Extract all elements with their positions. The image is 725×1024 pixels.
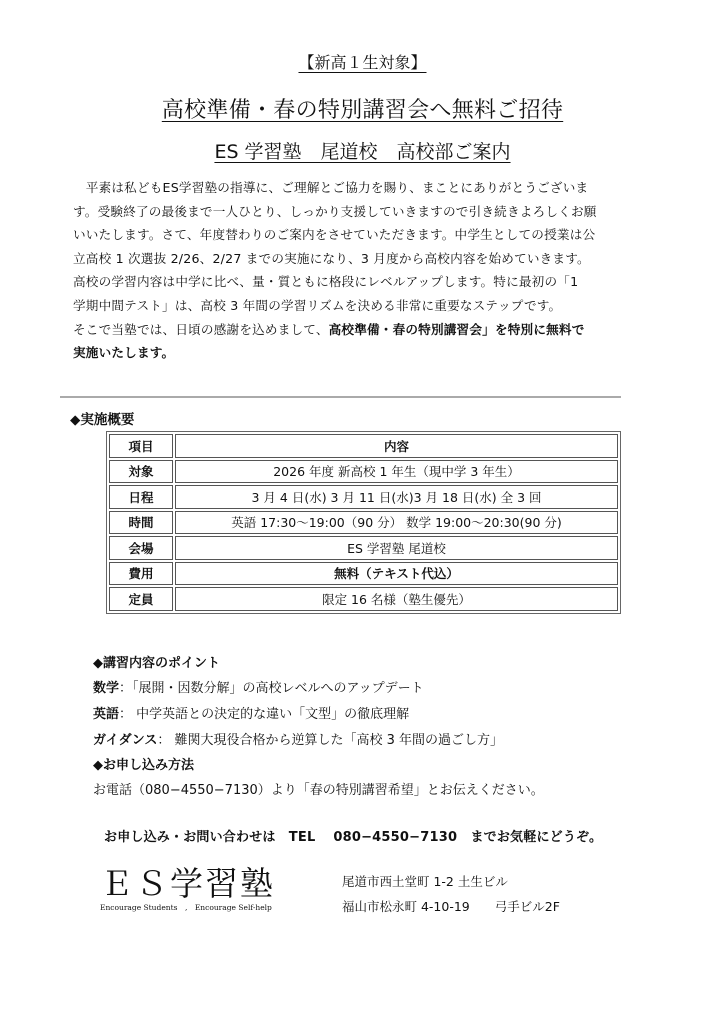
- row-key: 定員: [109, 587, 173, 611]
- overview-table: [106, 431, 621, 614]
- table-row: [109, 562, 618, 586]
- contact-line: お申し込み・お問い合わせは TEL 080−4550−7130 までお気軽にどうぞ。: [104, 830, 603, 845]
- intro-line: 立高校 1 次選抜 2/26、2/27 までの実施になり、3 月度から高校内容を始めていきます。: [73, 250, 590, 266]
- table-row: [109, 485, 618, 509]
- address-onomichi: 尾道市西土堂町 1-2 土生ビル: [342, 874, 508, 889]
- intro-emphasis: 高校準備・春の特別講習会」を特別に無料で: [328, 321, 585, 337]
- points-heading: ◆講習内容のポイント: [93, 656, 220, 671]
- row-value: 限定 16 名様（塾生優先）: [175, 587, 618, 611]
- row-value: 無料（テキスト代込）: [175, 562, 618, 586]
- intro-text: そこで当塾では、日頃の感謝を込めまして、: [73, 321, 329, 337]
- table-row: [109, 536, 618, 560]
- intro-line: 高校の学習内容は中学に比べ、量・質ともに格段にレベルアップします。特に最初の「1: [73, 274, 579, 290]
- point-text: 「展開・因数分解」の高校レベルへのアップデート: [132, 681, 424, 696]
- table-header-row: [109, 434, 618, 458]
- intro-line: 平素は私どもES学習塾の指導に、ご理解とご協力を賜り、まことにありがとうございま: [73, 180, 589, 195]
- logo-text: ＥＳ学習塾: [100, 864, 275, 903]
- intro-line: [73, 318, 633, 342]
- row-key: 会場: [109, 536, 173, 560]
- row-key: 日程: [109, 485, 173, 509]
- point-text: 中学英語との決定的な違い「文型」の徹底理解: [132, 707, 410, 722]
- row-value: 3 月 4 日(水) 3 月 11 日(水)3 月 18 日(水) 全 3 回: [175, 485, 618, 509]
- row-key: 時間: [109, 511, 173, 535]
- table-row: [109, 511, 618, 535]
- row-value: ES 学習塾 尾道校: [175, 536, 618, 560]
- page-subtitle: [0, 137, 725, 164]
- intro-line: 学期中間テスト」は、高校 3 年間の学習リズムを決める非常に重要なステップです。: [73, 297, 562, 313]
- page-subtitle-text: ES 学習塾 尾道校 高校部ご案内: [214, 141, 511, 163]
- target-audience-label: [0, 50, 725, 73]
- point-label: ガイダンス: [93, 733, 158, 748]
- column-header: 内容: [175, 434, 618, 458]
- intro-paragraph: [73, 176, 633, 365]
- target-audience-text: 【新高１生対象】: [298, 53, 427, 72]
- section-divider: [60, 396, 621, 398]
- point-label: 英語: [93, 707, 120, 722]
- logo-tagline: Encourage Students , Encourage Self-help: [100, 903, 272, 912]
- es-logo: [100, 866, 300, 913]
- point-label: 数学: [93, 681, 120, 696]
- intro-line: いいたします。さて、年度替わりのご案内をさせていただきます。中学生としての授業は公: [73, 227, 596, 243]
- page-title: [0, 93, 725, 124]
- point-separator: ：: [157, 733, 171, 748]
- row-key: 対象: [109, 460, 173, 484]
- address-fukuyama: 福山市松永町 4-10-19 弓手ビル2F: [342, 899, 560, 914]
- column-header: 項目: [109, 434, 173, 458]
- point-separator: ：: [119, 681, 133, 696]
- apply-heading: ◆お申し込み方法: [93, 758, 194, 773]
- page-title-text: 高校準備・春の特別講習会へ無料ご招待: [161, 98, 564, 123]
- row-value: 英語 17:30～19:00（90 分） 数学 19:00～20:30(90 分): [175, 511, 618, 535]
- point-item: [93, 677, 424, 696]
- apply-instructions: お電話（080−4550−7130）より「春の特別講習希望」とお伝えください。: [93, 783, 544, 798]
- point-separator: ：: [119, 707, 133, 722]
- table-row: [109, 587, 618, 611]
- row-value: 2026 年度 新高校 1 年生（現中学 3 年生）: [175, 460, 618, 484]
- overview-heading: ◆実施概要: [70, 412, 135, 428]
- row-key: 費用: [109, 562, 173, 586]
- intro-line: [73, 341, 633, 365]
- intro-emphasis: 実施いたします。: [73, 345, 175, 361]
- point-text: 難関大現役合格から逆算した「高校 3 年間の過ごし方」: [170, 733, 504, 748]
- table-row: [109, 460, 618, 484]
- point-item: [93, 703, 409, 722]
- intro-line: す。受験終了の最後まで一人ひとり、しっかり支援していきますので引き続きよろしくお願: [73, 203, 597, 219]
- point-item: [93, 729, 503, 748]
